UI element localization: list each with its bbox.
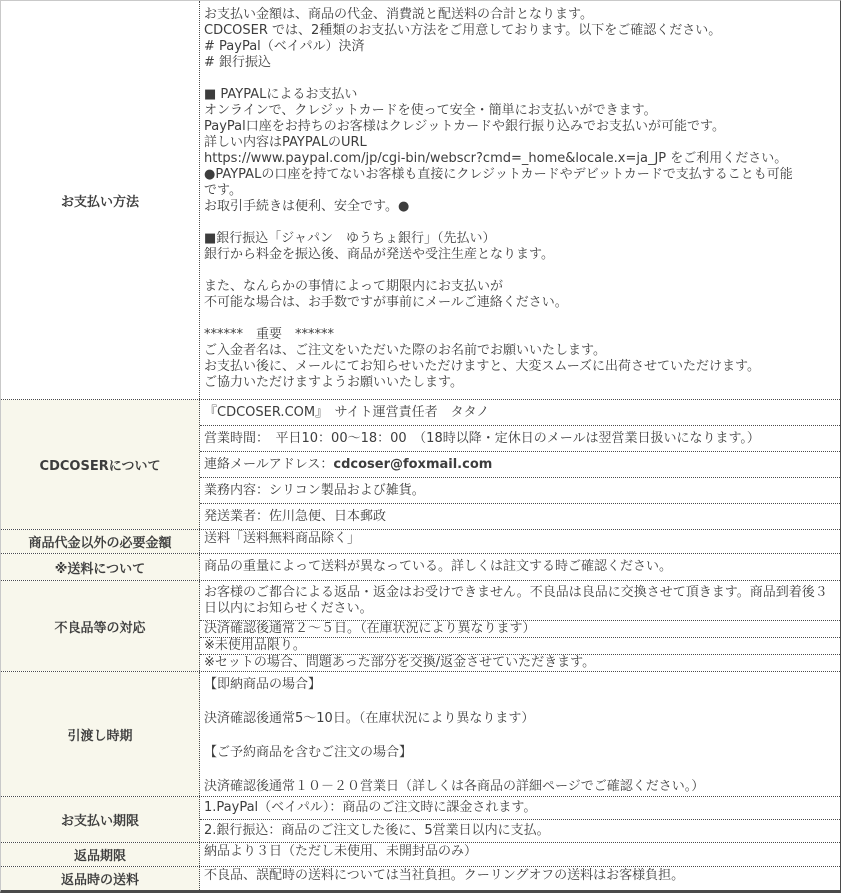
- row-content: [200, 530, 840, 553]
- row-cell: [200, 637, 840, 654]
- cell-line: 1.PayPal（ベイパル）：商品のご注文時に課金されます。: [204, 800, 537, 815]
- cell-line: ****** 重要 ******: [204, 327, 335, 342]
- table-row-about: [1, 399, 840, 529]
- row-cell: [200, 503, 840, 529]
- row-label-defective: 不良品等の対応: [1, 581, 200, 671]
- cell-line: ■ PAYPALによるお支払い: [204, 87, 358, 102]
- row-cell: [200, 672, 840, 796]
- row-cell: [200, 819, 840, 842]
- row-content: [200, 672, 840, 796]
- table-row-delivery: [1, 671, 840, 796]
- row-cell: [200, 477, 840, 503]
- cell-line: 不可能な場合は、お手数ですが事前にメールご連絡ください。: [204, 295, 568, 310]
- table-row-return-deadline: [1, 842, 840, 866]
- cell-line: 決済確認後通常１０－２０営業日（詳しくは各商品の詳細ページでご確認ください。）: [204, 779, 705, 794]
- table-row-defective: [1, 580, 840, 671]
- cell-line: 【ご予約商品を含むご注文の場合】: [204, 745, 413, 760]
- cell-line: お支払い金額は、商品の代金、消費説と配送料の合計となります。: [204, 7, 593, 22]
- cell-line: 営業時間： 平日10：00～18：00 （18時以降・定休日のメールは翌営業日扱いになります。）: [204, 431, 760, 446]
- cell-line: 2.銀行振込：商品のご注文した後に、5営業日以内に支払。: [204, 823, 550, 838]
- cell-line: です。: [204, 183, 242, 198]
- cell-line: 納品より３日（ただし未使用、未開封品のみ）: [204, 844, 478, 859]
- contact-email-label: 連絡メールアドレス：: [204, 457, 334, 472]
- cell-line: お取引手続きは便利、安全です。●: [204, 199, 410, 214]
- cell-line: CDCOSER では、2種類のお支払い方法をご用意しております。以下をご確認ください。: [204, 23, 722, 38]
- table-row-payment-deadline: [1, 796, 840, 842]
- row-label-shipping-note: ※送料について: [1, 554, 200, 580]
- cell-line: 銀行から料金を振込後、商品が発送や受注生産となります。: [204, 247, 554, 262]
- row-cell: [200, 867, 840, 885]
- cell-line: # PayPal（ベイパル）決済: [204, 39, 365, 54]
- row-cell: [200, 654, 840, 671]
- cell-line: ●PAYPALの口座を持てないお客様も直接にクレジットカードやデビットカードで支払することも可能: [204, 167, 793, 182]
- cell-line: [204, 215, 837, 231]
- row-content: [200, 400, 840, 529]
- cell-line: 『CDCOSER.COM』 サイト運営責任者 タタノ: [204, 405, 490, 420]
- row-cell: [200, 554, 840, 580]
- cell-line: [204, 311, 837, 327]
- cell-line: ※未使用品限り。: [204, 638, 306, 653]
- paypal-url-line: [204, 151, 837, 167]
- cell-line: [204, 693, 837, 710]
- row-cell: [200, 425, 840, 451]
- table-row-shipping-note: [1, 553, 840, 580]
- row-cell: [200, 843, 840, 861]
- table-row-return-shipping: [1, 866, 840, 890]
- cell-line: オンラインで、クレジットカードを使って安全・簡単にお支払いができます。: [204, 103, 657, 118]
- row-cell: [200, 400, 840, 425]
- cell-line: [204, 761, 837, 778]
- table-row-payment-method: [1, 1, 840, 399]
- paypal-url: https://www.paypal.com/jp/cgi-bin/webscr?cmd=_home&locale.x=ja_JP をご利用ください。: [204, 151, 788, 166]
- contact-email: cdcoser@foxmail.com: [333, 457, 493, 472]
- row-content: [200, 1, 840, 399]
- cell-line: 決済確認後通常２～５日。（在庫状況により異なります）: [204, 621, 536, 636]
- cell-line: 送料「送料無料商品除く」: [204, 531, 361, 546]
- cell-line: お支払い後に、メールにてお知らせいただけますと、大変スムーズに出荷させていただけます。: [204, 359, 761, 374]
- row-label-delivery: 引渡し時期: [1, 672, 200, 796]
- cell-line: ご協力いただけますようお願いいたします。: [204, 375, 463, 390]
- cell-line: PayPal口座をお持ちのお客様はクレジットカードや銀行振り込みでお支払いが可能です。: [204, 119, 725, 134]
- row-label-payment-deadline: お支払い期限: [1, 797, 200, 842]
- cell-line: 発送業者：佐川急便、日本郵政: [204, 509, 387, 524]
- cell-line: また、なんらかの事情によって期限内にお支払いが: [204, 279, 504, 294]
- row-cell: [200, 1, 840, 399]
- row-content: [200, 581, 840, 671]
- cell-line: ※セットの場合、問題あった部分を交換/返金させていただきます。: [204, 655, 596, 670]
- row-content: [200, 554, 840, 580]
- row-cell: [200, 451, 840, 477]
- cell-line: [204, 263, 837, 279]
- row-cell: [200, 581, 840, 620]
- cell-line: # 銀行振込: [204, 55, 272, 70]
- cell-line: 業務内容：シリコン製品および雑貨。: [204, 483, 425, 498]
- row-label-about: CDCOSERについて: [1, 400, 200, 529]
- row-content: [200, 843, 840, 866]
- row-label-payment-method: お支払い方法: [1, 1, 200, 399]
- cell-line: 不良品、誤配時の送料については当社負担。クーリングオフの送料はお客様負担。: [204, 868, 685, 883]
- cell-line: 商品の重量によって送料が異なっている。詳しくは註文する時ご確認ください。: [204, 559, 673, 574]
- row-label-return-shipping: 返品時の送料: [1, 867, 200, 890]
- contact-email-line: [204, 457, 837, 473]
- table-row-extra-fee: [1, 529, 840, 553]
- cell-line: [204, 71, 837, 87]
- cell-line: ■銀行振込「ジャパン ゆうちょ銀行」（先払い）: [204, 231, 496, 246]
- cell-line: 詳しい内容はPAYPALのURL: [204, 135, 367, 150]
- row-cell: [200, 797, 840, 819]
- cell-line: お客様のご都合による返品・返金はお受けできません。不良品は良品に交換させて頂きます。商品到着後３日以内にお知らせください。: [204, 585, 828, 616]
- cell-line: [204, 727, 837, 744]
- row-label-extra-fee: 商品代金以外の必要金額: [1, 530, 200, 553]
- cell-line: ご入金者名は、ご注文をいただいた際のお名前でお願いいたします。: [204, 343, 606, 358]
- cell-line: 【即納商品の場合】: [204, 677, 322, 692]
- row-cell: [200, 530, 840, 548]
- row-label-return-deadline: 返品期限: [1, 843, 200, 866]
- cell-line: 決済確認後通常5～10日。（在庫状況により異なります）: [204, 711, 535, 726]
- row-content: [200, 797, 840, 842]
- row-content: [200, 867, 840, 890]
- row-cell: [200, 620, 840, 637]
